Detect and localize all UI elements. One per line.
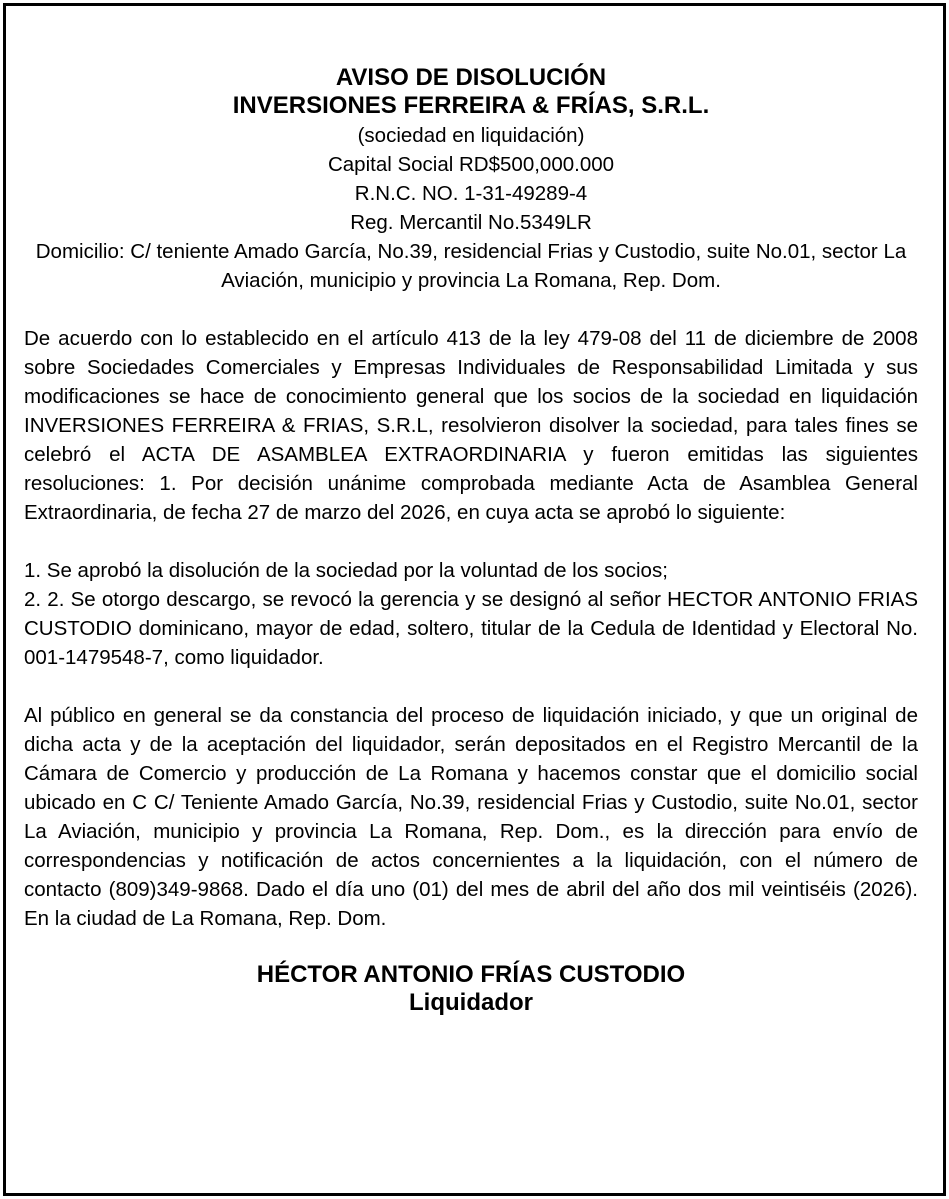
signature-block xyxy=(24,961,918,1017)
resolution-item: 1. Se aprobó la disolución de la sociedad por la voluntad de los socios; xyxy=(24,559,668,582)
resolutions-list xyxy=(24,556,918,672)
company-name: INVERSIONES FERREIRA & FRÍAS, S.R.L. xyxy=(232,92,710,119)
capital-social: Capital Social RD$500,000.000 xyxy=(327,153,615,176)
notice-title: AVISO DE DISOLUCIÓN xyxy=(335,64,607,91)
rnc-number: R.N.C. NO. 1-31-49289-4 xyxy=(354,182,588,205)
notice-content xyxy=(24,64,918,1017)
public-notice-paragraph: Al público en general se da constancia del proceso de liquidación iniciado, y que un original de dicha acta y de la aceptación del liquidador, serán depositados en el Registro Mercantil de la Cámara de Comercio y producción de La Romana y hacemos constar que el domicilio social ubicado en C C/ Teniente Amado García, No.39, residencial Frias y Custodio, suite No.01, sector La Aviación, municipio y provincia La Romana, Rep. Dom., es la dirección para envío de correspondencias y notificación de actos concernientes a la liquidación, con el número de contacto (809)349-9868. Dado el día uno (01) del mes de abril del año dos mil veintiséis (2026). En la ciudad de La Romana, Rep. Dom. xyxy=(24,704,918,930)
company-status: (sociedad en liquidación) xyxy=(357,124,585,147)
mercantile-registry: Reg. Mercantil No.5349LR xyxy=(350,211,592,234)
resolution-item: 2. 2. Se otorgo descargo, se revocó la gerencia y se designó al señor HECTOR ANTONIO FRIAS CUSTODIO dominicano, mayor de edad, soltero, titular de la Cedula de Identidad y Electoral No. 001-1479548-7, como liquidador. xyxy=(24,588,918,669)
notice-header xyxy=(24,64,918,295)
company-address: Domicilio: C/ teniente Amado García, No.39, residencial Frias y Custodio, suite No.01, sector La Aviación, municipio y provincia La Romana, Rep. Dom. xyxy=(35,240,907,292)
legal-paragraph: De acuerdo con lo establecido en el artículo 413 de la ley 479-08 del 11 de diciembre de 2008 sobre Sociedades Comerciales y Empresas Individuales de Responsabilidad Limitada y sus modificaciones se hace de conocimiento general que los socios de la sociedad en liquidación INVERSIONES FERREIRA & FRIAS, S.R.L, resolvieron disolver la sociedad, para tales fines se celebró el ACTA DE ASAMBLEA EXTRAORDINARIA y fueron emitidas las siguientes resoluciones: 1. Por decisión unánime comprobada mediante Acta de Asamblea General Extraordinaria, de fecha 27 de marzo del 2026, en cuya acta se aprobó lo siguiente: xyxy=(24,327,918,524)
liquidator-role: Liquidador xyxy=(409,989,533,1016)
liquidator-name: HÉCTOR ANTONIO FRÍAS CUSTODIO xyxy=(256,961,686,988)
